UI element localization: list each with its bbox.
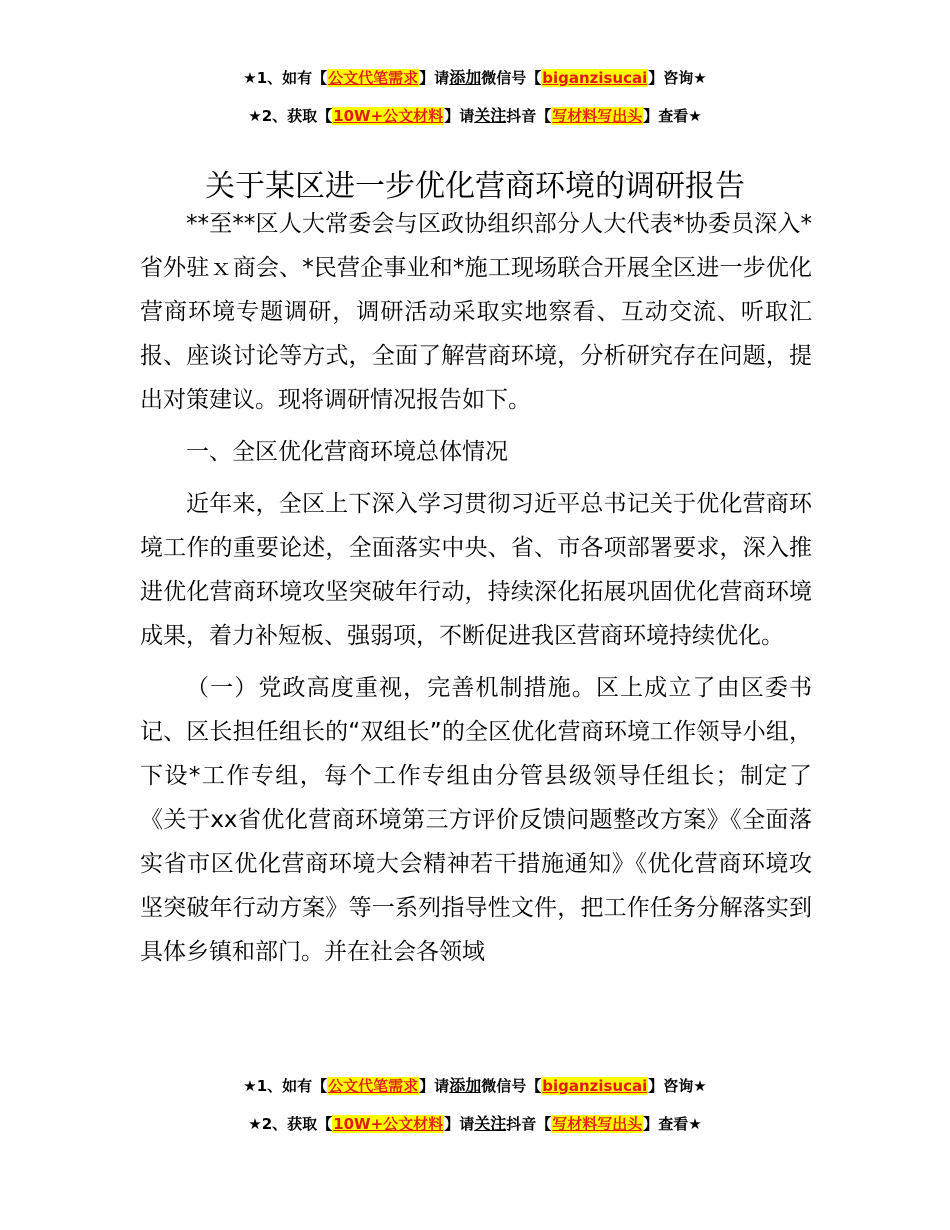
promo-highlight-materials[interactable]: 10W+公文材料 <box>333 107 444 125</box>
promo-highlight-service[interactable]: 公文代笔需求 <box>328 1077 419 1095</box>
promo-line-consulting-footer <box>0 1075 950 1097</box>
promo-suffix: 】查看★ <box>643 1115 702 1133</box>
promo-underlined-add: 添加 <box>449 68 482 87</box>
promo-text: 】请 <box>419 1077 450 1095</box>
promo-line-materials-footer <box>0 1113 950 1135</box>
promo-text: 微信号【 <box>481 69 542 87</box>
promo-highlight-wechat-id[interactable]: biganzisucai <box>542 69 648 87</box>
section-heading-1: 一、全区优化营商环境总体情况 <box>186 439 508 465</box>
paragraph-intro: **至**区人大常委会与区政协组织部分人大代表*协委员深入*省外驻ｘ商会、*民营企事业和*施工现场联合开展全区进一步优化营商环境专题调研，调研活动采取实地察看、互动交流、听取汇报、座谈讨论等方式，全面了解营商环境，分析研究存在问题，提出对策建议。现将调研情况报告如下。 <box>140 211 812 413</box>
document-title: 关于某区进一步优化营商环境的调研报告 <box>205 169 745 205</box>
promo-text: 】请 <box>444 1115 475 1133</box>
paragraph-overview: 近年来，全区上下深入学习贯彻习近平总书记关于优化营商环境工作的重要论述，全面落实中央、省、市各项部署要求，深入推进优化营商环境攻坚突破年行动，持续深化拓展巩固优化营商环境成果，着力补短板、强弱项，不断促进我区营商环境持续优化。 <box>140 491 812 649</box>
promo-suffix: 】咨询★ <box>648 69 707 87</box>
promo-line-consulting <box>0 67 950 89</box>
promo-highlight-douyin-account[interactable]: 写材料写出头 <box>552 107 643 125</box>
promo-text: 抖音【 <box>506 1115 552 1133</box>
promo-suffix: 】查看★ <box>643 107 702 125</box>
promo-text: 微信号【 <box>481 1077 542 1095</box>
document-body <box>140 202 812 974</box>
promo-highlight-douyin-account[interactable]: 写材料写出头 <box>552 1115 643 1133</box>
promo-prefix: ★1、如有【 <box>243 1077 328 1095</box>
promo-text: 】请 <box>419 69 450 87</box>
promo-line-materials <box>0 105 950 127</box>
paragraph-subsection-1: （一）党政高度重视，完善机制措施。区上成立了由区委书记、区长担任组长的“双组长”的全区优化营商环境工作领导小组，下设*工作专组，每个工作专组由分管县级领导任组长；制定了《关于xx省优化营商环境第三方评价反馈问题整改方案》《全面落实省市区优化营商环境大会精神若干措施通知》《优化营商环境攻坚突破年行动方案》等一系列指导性文件，把工作任务分解落实到具体乡镇和部门。并在社会各领域 <box>140 675 812 965</box>
promo-prefix: ★2、获取【 <box>248 107 333 125</box>
promo-highlight-service[interactable]: 公文代笔需求 <box>328 69 419 87</box>
promo-text: 】请 <box>444 107 475 125</box>
promo-underlined-follow: 关注 <box>474 106 507 125</box>
promo-suffix: 】咨询★ <box>648 1077 707 1095</box>
promo-text: 抖音【 <box>506 107 552 125</box>
promo-highlight-wechat-id[interactable]: biganzisucai <box>542 1077 648 1095</box>
promo-underlined-follow: 关注 <box>474 1114 507 1133</box>
promo-highlight-materials[interactable]: 10W+公文材料 <box>333 1115 444 1133</box>
promo-prefix: ★1、如有【 <box>243 69 328 87</box>
promo-underlined-add: 添加 <box>449 1076 482 1095</box>
promo-prefix: ★2、获取【 <box>248 1115 333 1133</box>
